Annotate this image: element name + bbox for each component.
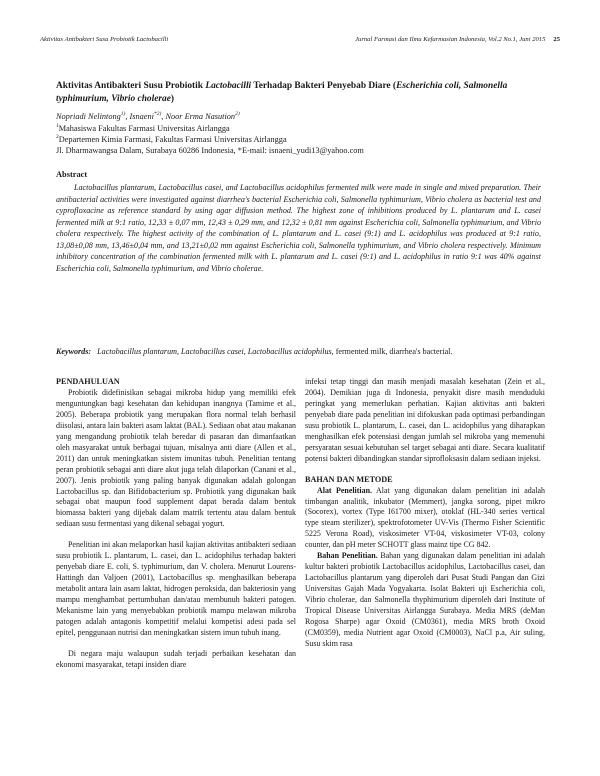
affiliation-1 bbox=[56, 123, 230, 134]
paragraph: Di negara maju walaupun sudah terjadi perbaikan kesehatan dan ekonomi masyarakat, tetapi insiden diare bbox=[56, 648, 296, 669]
paragraph-alat bbox=[305, 486, 545, 552]
title-text-2: Terhadap Bakteri Penyebab Diare ( bbox=[251, 81, 397, 91]
section-heading-metode: BAHAN DAN METODE bbox=[305, 474, 393, 484]
address-email-text: Jl. Dharmawangsa Dalam, Surabaya 60286 Indonesia, *E-mail: isnaeni_yudi13@yahoo.com bbox=[56, 146, 364, 155]
affiliation-2 bbox=[56, 134, 287, 145]
page-number: 25 bbox=[553, 36, 560, 43]
paragraph-gap bbox=[305, 465, 545, 475]
title-text-3: ) bbox=[170, 93, 174, 104]
affiliation-mark: 2 bbox=[56, 134, 59, 140]
paragraph: Penelitian ini akan melaporkan hasil kajian aktivitas antibakteri sediaan susu probiotik L. plantarum, L. casei, dan L. acidophilus terhadap bakteri penyebab diare E. coli, S. typhimurium, dan V. cholera. Menurut Lourens-Hattingh dan Valjoen (2001), Lactobacillus sp. menghasilkan beberapa metabolit antara lain asam laktat, hidrogen peroksida, dan bakteriosin yang mampu menghambat pertumbuhan dan/atau membunuh bakteri patogen. Mekanisme lain yang menyebabkan probiotik mampu melawan mikroba patogen adalah antagonis kompetitif melalui kompetisi adesi pada sel epitel, penggunaan nutrisi dan meningkatkan sistem imun tubuh inang. bbox=[56, 540, 296, 637]
running-head bbox=[40, 36, 560, 48]
alat-text: Alat yang digunakan dalam penelitian ini adalah timbangan analitik, inkubator (Memmert), jangka sorong, pipet mikro (Socorex), vortex (Type I61700 mixer), otoklaf (HL-340 series vertical type steam sterilizer), spektrofotometer UV-Vis (Thermo Fisher Scientific 5225 Verona Road), viskosimeter VT-04, viskosimeter VT-03, colony counter, dan pH meter SCHOTT glass mainz tipe CG 842. bbox=[305, 485, 545, 550]
title-italic-1: Lactobacilli bbox=[205, 81, 252, 91]
paragraph: infeksi tetap tinggi dan masih menjadi masalah kesehatan (Zein et al., 2004). Demikian juga di Indonesia, penyakit disre masih menduduki peringkat yang memerlukan perhatian. Kajian aktivitas anti bakteri penyebab diare pada penelitian ini difokuskan pada optimasi perbandingan susu probiotik L. plantarum, L. casei, dan L. acidophilus yang diharapkan menghasilkan efek potensiasi dengan jumlah sel mikroba yang memenuhi persyaratan sesuai kebutuhan sel target sebagai anti diare. Secara kualitatif potensi bakteri dibandingkan standar siprofloksasin dalam sediaan injeksi. bbox=[305, 377, 545, 463]
bahan-text: Bahan yang digunakan dalam penelitian ini adalah kultur bakteri probiotik Lactobacillus acidophilus, Lactobacillus casei, dan Lactobacillus plantarum yang diperoleh dari Pusat Studi Pangan dan Gizi Universitas Gajah Mada Yogyakarta. Isolat Bakteri uji Escherichia coli, Vibrio cholerae, dan Salmonella thyphimurium diperoleh dari Institute of Tropical Disease Universitas Airlangga Surabaya. Media MRS (deMan Rogosa Sharpe) agar Oxoid (CM0361), media MRS broth Oxoid (CM0359), media Nutrient agar Oxoid (CM0003), NaCl p.a, Air suling, Susu skim rasa bbox=[305, 551, 545, 648]
author-list bbox=[56, 111, 240, 122]
affiliation-mark: 1 bbox=[56, 123, 59, 129]
keywords-rest: fermented milk, diarrhea's bacterial. bbox=[333, 347, 453, 356]
paragraph-bahan bbox=[305, 551, 545, 650]
title-italic-2: Escherichia coli, Salmonella typhimurium, Vibrio cholerae bbox=[56, 81, 508, 104]
right-column bbox=[305, 377, 545, 650]
abstract-heading: Abstract bbox=[56, 170, 88, 179]
running-head-left: Aktivitas Antibakteri Susu Probiotik Lactobacilli bbox=[40, 36, 169, 43]
keywords-italic: Lactobacillus plantarum, Lactobacillus casei, Lactobacillus acidophilus, bbox=[97, 347, 334, 356]
section-heading-pendahuluan: PENDAHULUAN bbox=[56, 377, 120, 386]
author-2-mark: *2) bbox=[153, 111, 162, 117]
journal-citation: Jurnal Farmasi dan Ilmu Kefarmasian Indonesia, Vol.2 No.1, Juni 2015 bbox=[355, 36, 546, 43]
keywords bbox=[56, 346, 541, 358]
abstract-body: Lactobacillus plantarum, Lactobacillus casei, and Lactobacillus acidophilus fermented milk were made in single and mixed preparation. Their antibacterial activities were investigated against diarrhea's bacterial Escherichia coli, Salmonella typhimurium, Vibrio cholera as bacterial test and cyprofloxacine as reference standard by using agar diffusion method. The highest zone of inhibitions produced by L. plantarum and L. casei fermented milk at 9:1 ratio, 12,33 ± 0,07 mm, 12,43 ± 0,29 mm, and 12,32 ± 0,81 mm against Escherichia coli, Salmonella typhimurium, and Vibrio cholera respectively. The highest activity of the combination of L. plantarum and L. casei (9:1) and L. acidophilus was produced at 9:1 ratio, 13,08±0,08 mm, 13,46±0,04 mm, and 13,21±0,02 mm against Escherichia coli, Salmonella typhimurium, and Vibrio cholera respectively. Minimum inhibitory concentration of the combination fermented milk with L. plantarum and L. casei (9:1) and L. acidophilus in ratio 9:1 was 40% against Escherichia coli, Salmonella typhimurium, and Vibrio cholerae. bbox=[56, 183, 541, 273]
author-2: , Isnaeni bbox=[125, 112, 154, 121]
keywords-label: Keywords: bbox=[56, 347, 92, 356]
author-3-mark: 2) bbox=[235, 111, 240, 117]
affiliation-address bbox=[56, 145, 364, 156]
alat-label: Alat Penelitian. bbox=[317, 485, 372, 495]
left-column bbox=[56, 377, 296, 671]
title-text-1: Aktivitas Antibakteri Susu Probiotik bbox=[56, 81, 206, 91]
paragraph-gap bbox=[56, 530, 296, 540]
running-head-right bbox=[355, 36, 560, 43]
affiliation-text: Mahasiswa Fakultas Farmasi Universitas Airlangga bbox=[58, 124, 230, 133]
bahan-label: Bahan Penelitian. bbox=[317, 551, 378, 561]
author-3: , Noor Erma Nasution bbox=[161, 112, 236, 121]
author-1: Nopriadi Nelintong bbox=[56, 112, 121, 121]
affiliation-text: Departemen Kimia Farmasi, Fakultas Farmasi Universitas Airlangga bbox=[58, 135, 287, 144]
paragraph-gap bbox=[56, 639, 296, 649]
paper-title bbox=[56, 80, 550, 105]
paragraph: Probiotik didefinisikan sebagai mikroba hidup yang memiliki efek menguntungkan bagi kesehatan dan kehidupan inangnya (Tamime et al., 2005). Beberapa probiotik yang merupakan flora normal telah berhasil diisolasi, antara lain bakteri asam laktat (BAL). Sediaan obat atau makanan yang mengandung probiotik telah beredar di pasaran dan dimanfaatkan oleh masyarakat untuk berbagai tujuan, misalnya anti diare (Allen et al., 2011) dan untuk meningkatkan sistem imunitas tubuh. Penelitian tentang peran probiotik sebagai anti diare akut juga telah dilaporkan (Canani et al., 2007). Jenis probiotik yang paling banyak digunakan adalah golongan Lactobacillus sp. dan Bifidobacterium sp. Probiotik yang digunakan baik sebagai obat maupun food supplement dapat berada dalam bentuk biomassa bakteri yang dijebak dalam matrik tertentu atau dalam bentuk sediaan susu fermentasi yang dikenal sebagai yogurt. bbox=[56, 387, 296, 529]
author-1-mark: 1) bbox=[120, 111, 126, 117]
